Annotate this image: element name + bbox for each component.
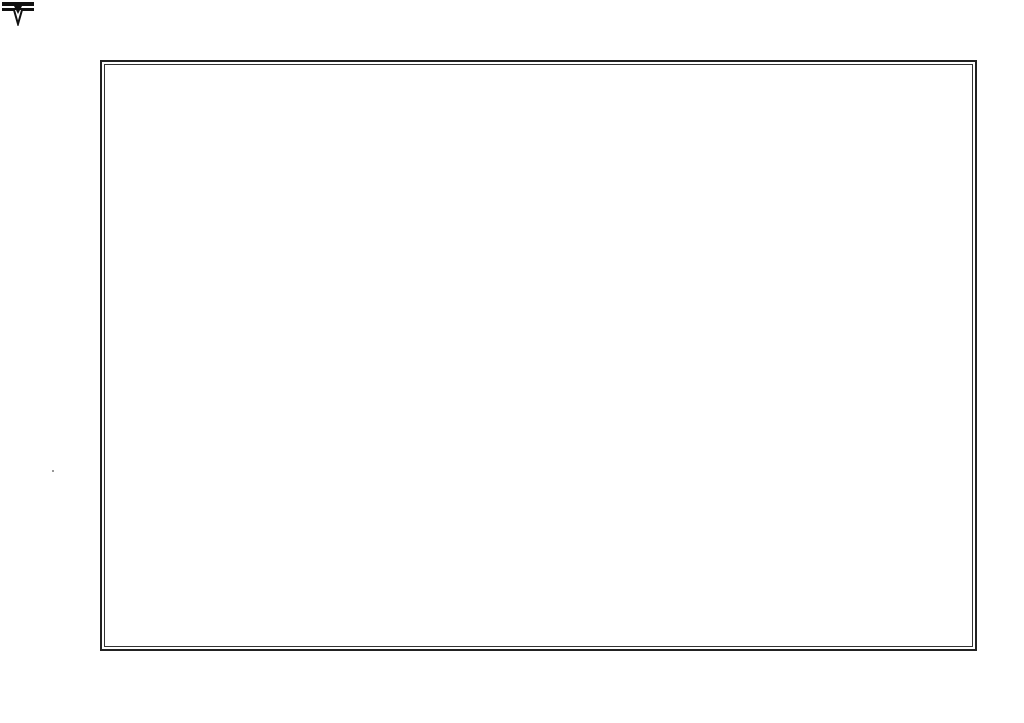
scan-speck [52, 470, 54, 472]
inner-border [104, 64, 973, 647]
fish-tail-bottom-ornament-icon [0, 0, 36, 14]
